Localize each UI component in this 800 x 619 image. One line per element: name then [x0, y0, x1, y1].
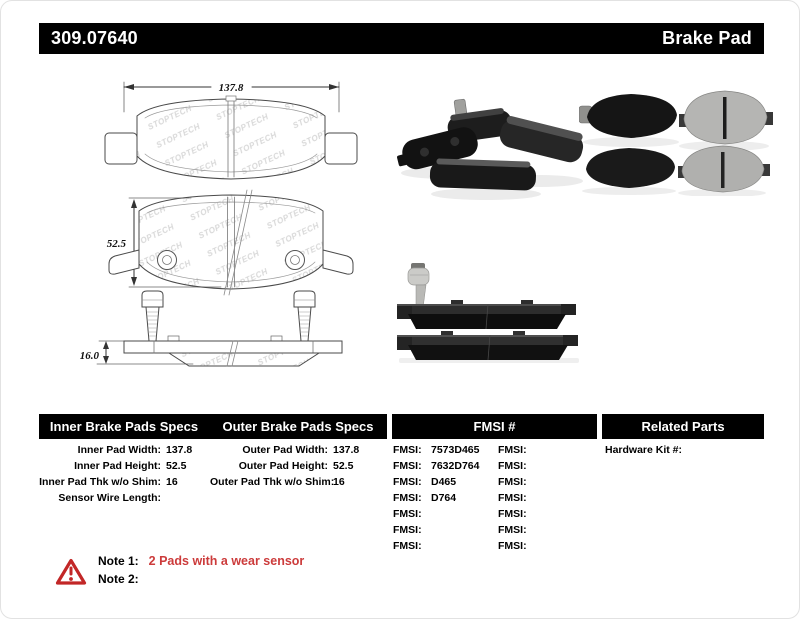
- plate-tab: [168, 336, 179, 341]
- pad-black-bottom: [586, 148, 675, 188]
- fmsi-row: [498, 442, 536, 458]
- arrow-down-icon: [103, 356, 109, 364]
- spec-value: 52.5: [166, 460, 187, 472]
- fmsi-row: [393, 442, 479, 458]
- fmsi-column-1: [393, 442, 479, 554]
- spec-label: Sensor Wire Length:: [58, 492, 161, 504]
- related-label: Hardware Kit #:: [605, 444, 683, 456]
- fmsi-row: [498, 538, 536, 554]
- photo-pads-angled: [396, 93, 591, 203]
- fmsi-label: FMSI:: [498, 540, 527, 552]
- spec-row: [37, 442, 192, 458]
- technical-drawings: [41, 56, 381, 396]
- sensor-boss-right: [286, 251, 305, 270]
- fmsi-label: FMSI:: [393, 460, 422, 472]
- pad-right-wing: [323, 250, 353, 274]
- spec-value: 16: [166, 476, 178, 488]
- pad-right-lug: [325, 133, 357, 164]
- pad-gray-top: [679, 91, 773, 144]
- shadow: [582, 187, 676, 195]
- fmsi-label: FMSI:: [498, 476, 527, 488]
- outer-specs-header: Outer Brake Pads Specs: [222, 419, 374, 434]
- pad-black-top: [587, 94, 677, 138]
- related-parts-header: Related Parts: [641, 419, 725, 434]
- fmsi-label: FMSI:: [393, 492, 422, 504]
- related-row: [605, 442, 687, 458]
- fmsi-value: 7573D465: [431, 444, 480, 456]
- note-1-text: 2 Pads with a wear sensor: [148, 554, 305, 568]
- fmsi-row: [498, 506, 536, 522]
- fmsi-header-bar: [392, 414, 597, 439]
- note-1-row: [98, 553, 304, 569]
- fmsi-label: FMSI:: [393, 540, 422, 552]
- fmsi-label: FMSI:: [498, 492, 527, 504]
- fmsi-row: [393, 474, 479, 490]
- fmsi-label: FMSI:: [498, 508, 527, 520]
- fmsi-row: [393, 506, 479, 522]
- spec-value: 52.5: [333, 460, 354, 472]
- fmsi-label: FMSI:: [498, 460, 527, 472]
- friction-material: [169, 353, 319, 366]
- specs-header-bar: [39, 414, 387, 439]
- height-dimension-label: 52.5: [106, 238, 126, 250]
- spec-value: 137.8: [166, 444, 193, 456]
- product-title: Brake Pad: [662, 28, 752, 48]
- spec-value: 16: [333, 476, 345, 488]
- spec-row: [210, 458, 359, 474]
- center-slot: [721, 152, 725, 188]
- wear-sensor: [408, 263, 429, 308]
- spec-row: [37, 458, 192, 474]
- fmsi-value: D764: [431, 492, 457, 504]
- arrow-up-icon: [131, 199, 137, 208]
- fmsi-row: [498, 458, 536, 474]
- title-bar: [39, 23, 764, 54]
- spec-label: Inner Pad Width:: [77, 444, 161, 456]
- plate-tab: [271, 336, 282, 341]
- fmsi-column-2: [498, 442, 536, 554]
- related-parts-header-bar: [602, 414, 764, 439]
- drawing-front-view: [105, 82, 357, 179]
- drawing-edge-view: [80, 291, 342, 366]
- wear-sensor-pin-left: [142, 291, 163, 341]
- backing-plate: [124, 341, 342, 353]
- spec-label: Outer Pad Width:: [242, 444, 328, 456]
- pad-left-lug: [105, 133, 137, 164]
- pad-friction-view: [497, 114, 586, 164]
- outer-specs-column: [210, 442, 359, 490]
- fmsi-label: FMSI:: [393, 524, 422, 536]
- photo-pads-edge: [393, 259, 590, 366]
- arrow-right-icon: [329, 84, 339, 90]
- warning-triangle-icon: [55, 558, 87, 586]
- shadow: [583, 137, 679, 147]
- spec-label: Inner Pad Thk w/o Shim:: [39, 476, 161, 488]
- fmsi-label: FMSI:: [498, 524, 527, 536]
- fmsi-value: D465: [431, 476, 457, 488]
- fmsi-row: [393, 538, 479, 554]
- spec-label: Inner Pad Height:: [74, 460, 161, 472]
- spec-label: Outer Pad Height:: [238, 460, 328, 472]
- related-parts-column: [605, 442, 687, 458]
- fmsi-row: [393, 490, 479, 506]
- photo-pads-grid: [579, 84, 796, 196]
- fmsi-row: [393, 458, 479, 474]
- arrow-up-icon: [103, 341, 109, 349]
- fmsi-row: [498, 490, 536, 506]
- fmsi-value: 7632D764: [431, 460, 480, 472]
- spec-row: [37, 474, 192, 490]
- center-slot: [723, 97, 727, 139]
- wear-sensor-pin-right: [294, 291, 315, 341]
- note-1-label: Note 1:: [98, 554, 139, 568]
- part-number: 309.07640: [51, 28, 138, 48]
- note-2-label: Note 2:: [98, 572, 139, 586]
- pad-gray-bottom: [678, 146, 770, 192]
- spec-label: Outer Pad Thk w/o Shim:: [210, 476, 335, 488]
- spec-value: 137.8: [333, 444, 360, 456]
- fmsi-label: FMSI:: [393, 476, 422, 488]
- spec-row: [210, 474, 359, 490]
- fmsi-label: FMSI:: [393, 508, 422, 520]
- top-notch: [226, 96, 236, 101]
- pad-front: [430, 158, 537, 191]
- inner-specs-header: Inner Brake Pads Specs: [49, 419, 199, 434]
- sensor-boss-left: [158, 251, 177, 270]
- fmsi-header: FMSI #: [473, 419, 516, 434]
- drawing-rear-view: [107, 190, 353, 295]
- pad-outline: [139, 195, 323, 289]
- fmsi-row: [498, 522, 536, 538]
- spec-row: [210, 442, 359, 458]
- pad-outline: [137, 99, 325, 179]
- fmsi-row: [498, 474, 536, 490]
- spec-row: [37, 490, 192, 506]
- inner-specs-column: [37, 442, 192, 506]
- pad-edge-bottom: [397, 331, 578, 360]
- fmsi-label: FMSI:: [498, 444, 527, 456]
- width-dimension-label: 137.8: [218, 82, 244, 94]
- pad-edge-top: [397, 300, 576, 329]
- note-2-row: [98, 571, 149, 587]
- thickness-dimension-label: 16.0: [79, 350, 99, 362]
- arrow-down-icon: [131, 277, 137, 286]
- fmsi-label: FMSI:: [393, 444, 422, 456]
- arrow-left-icon: [124, 84, 134, 90]
- fmsi-row: [393, 522, 479, 538]
